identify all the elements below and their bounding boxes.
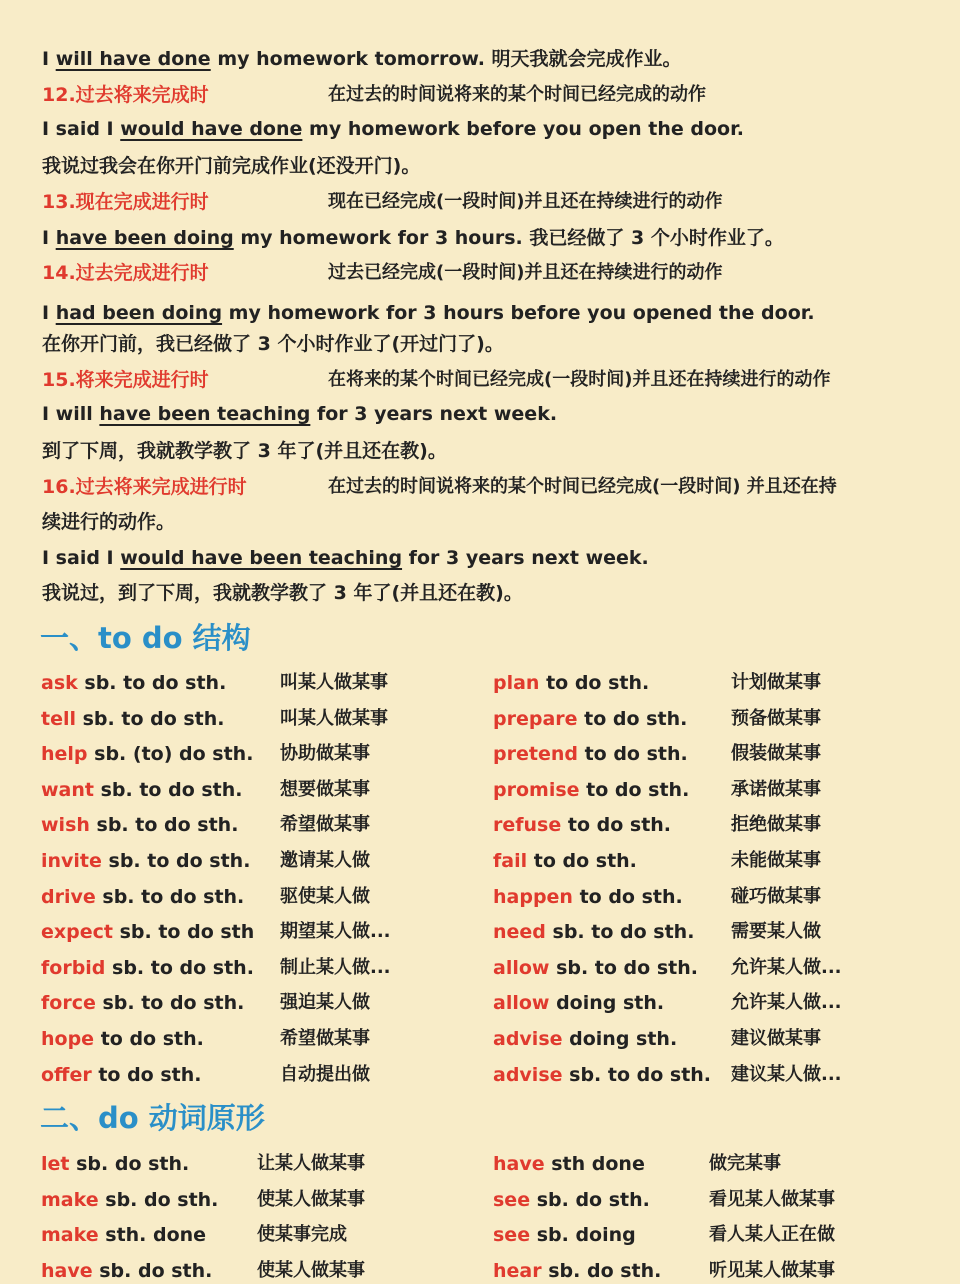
underlined-verb: would have done <box>120 118 303 140</box>
text: my homework for 3 hours before you opened the door. <box>222 302 815 324</box>
tense-description: 过去已经完成(一段时间)并且还在持续进行的动作 <box>328 262 723 283</box>
chinese-meaning: 希望做某事 <box>280 1028 370 1049</box>
text: my homework for 3 hours. 我已经做了 3 个小时作业了。 <box>233 227 784 249</box>
tense-description: 在过去的时间说将来的某个时间已经完成的动作 <box>328 84 706 105</box>
tense-description: 在将来的某个时间已经完成(一段时间)并且还在持续进行的动作 <box>328 369 831 390</box>
verb-pattern: sb. to do sth. <box>101 850 251 872</box>
chinese-meaning: 需要某人做 <box>731 921 821 943</box>
verb: let <box>41 1153 70 1175</box>
verb-pattern: to do sth. <box>94 1028 204 1050</box>
verb-pattern: sb. do sth. <box>69 1153 190 1175</box>
chinese-meaning: 希望做某事 <box>280 814 370 836</box>
chinese-meaning: 看见某人做某事 <box>709 1188 835 1210</box>
tense-title: 12.过去将来完成时 <box>42 84 209 106</box>
underlined-verb: had been doing <box>55 302 223 324</box>
chinese-meaning: 叫某人做某事 <box>280 707 388 729</box>
chinese-meaning: 未能做某事 <box>731 850 821 871</box>
chinese-meaning: 想要做某事 <box>280 778 370 800</box>
verb-phrase <box>493 1258 661 1284</box>
verb: see <box>493 1188 531 1211</box>
verb-pattern: sb. to do sth <box>112 921 255 944</box>
verb-phrase <box>41 741 253 767</box>
verb: advise <box>493 1063 563 1086</box>
verb-pattern: sb. (to) do sth. <box>87 743 254 766</box>
verb-phrase <box>41 1222 206 1248</box>
chinese-meaning: 建议某人做... <box>731 1063 842 1085</box>
verb-phrase <box>41 848 250 874</box>
chinese-meaning: 拒绝做某事 <box>731 814 821 836</box>
text: I will <box>42 403 100 425</box>
section-heading-to-do: 一、to do 结构 <box>40 621 251 655</box>
text: I <box>42 227 56 249</box>
chinese-meaning: 允许某人做... <box>731 992 842 1014</box>
chinese-meaning: 计划做某事 <box>731 672 821 693</box>
verb-phrase <box>493 919 694 945</box>
verb-pattern: sb. to do sth. <box>93 778 243 801</box>
text: for 3 years next week. <box>310 403 558 425</box>
verb-pattern: to do sth. <box>577 707 688 730</box>
verb-pattern: doing sth. <box>562 1028 678 1050</box>
verb-pattern: to do sth. <box>539 672 650 694</box>
verb-phrase <box>493 1062 711 1088</box>
verb: happen <box>493 885 573 908</box>
translation-line: 到了下周，我就教学教了 3 年了(并且还在教)。 <box>42 440 447 462</box>
example-line <box>42 116 744 142</box>
verb: tell <box>41 707 76 730</box>
chinese-meaning: 协助做某事 <box>280 743 370 765</box>
verb-pattern: sb. do sth. <box>530 1188 650 1211</box>
translation-line: 在你开门前，我已经做了 3 个小时作业了(开过门了)。 <box>42 333 504 355</box>
text: my homework tomorrow. 明天我就会完成作业。 <box>210 48 682 70</box>
verb-phrase <box>41 706 225 732</box>
chinese-meaning: 自动提出做 <box>280 1063 370 1085</box>
verb-phrase <box>493 1026 677 1052</box>
chinese-meaning: 假装做某事 <box>731 743 821 765</box>
verb-phrase <box>493 1222 636 1248</box>
verb: see <box>493 1224 531 1247</box>
chinese-meaning: 建议做某事 <box>731 1028 821 1049</box>
chinese-meaning: 使某人做某事 <box>257 1188 365 1210</box>
verb: offer <box>41 1063 92 1086</box>
verb-pattern: sb. to do sth. <box>95 885 245 908</box>
verb-pattern: doing sth. <box>549 992 665 1015</box>
verb: promise <box>493 778 580 801</box>
verb-pattern: to do sth. <box>91 1063 202 1086</box>
verb: invite <box>41 850 102 872</box>
verb: refuse <box>493 814 562 837</box>
verb-pattern: sb. to do sth. <box>89 814 239 837</box>
verb: make <box>41 1188 99 1211</box>
verb-pattern: sb. to do sth. <box>549 956 698 979</box>
verb: prepare <box>493 707 578 730</box>
verb-phrase <box>41 990 244 1016</box>
chinese-meaning: 使某人做某事 <box>257 1259 365 1281</box>
example-line <box>42 225 784 251</box>
verb-phrase <box>493 706 687 732</box>
verb: want <box>41 778 94 801</box>
text: my homework before you open the door. <box>302 118 744 140</box>
verb-phrase <box>41 1062 201 1088</box>
verb-pattern: to do sth. <box>572 885 683 908</box>
verb-pattern: sb. doing <box>530 1224 636 1247</box>
tense-title: 13.现在完成进行时 <box>42 191 209 213</box>
verb-phrase <box>41 1258 212 1284</box>
underlined-verb: have been teaching <box>99 403 311 425</box>
tense-description: 现在已经完成(一段时间)并且还在持续进行的动作 <box>328 191 723 212</box>
verb-pattern: to do sth. <box>579 778 690 801</box>
tense-title: 15.将来完成进行时 <box>42 369 209 391</box>
verb-phrase <box>493 741 688 767</box>
translation-line: 我说过，到了下周，我就教学教了 3 年了(并且还在教)。 <box>42 582 523 604</box>
verb-phrase <box>41 955 254 981</box>
chinese-meaning: 驱使某人做 <box>280 885 370 907</box>
verb: wish <box>41 814 90 837</box>
text: I said I <box>42 118 121 140</box>
verb: need <box>493 921 546 944</box>
verb-pattern: sb. to do sth. <box>562 1063 712 1086</box>
verb: have <box>493 1153 545 1175</box>
verb: allow <box>493 956 550 979</box>
chinese-meaning: 做完某事 <box>709 1153 781 1174</box>
chinese-meaning: 邀请某人做 <box>280 850 370 871</box>
verb-phrase <box>41 1151 189 1177</box>
verb: fail <box>493 850 528 872</box>
verb-pattern: to do sth. <box>561 814 672 837</box>
underlined-verb: will have done <box>55 48 211 70</box>
verb-phrase <box>493 777 689 803</box>
verb: make <box>41 1224 99 1247</box>
verb-pattern: sth. done <box>98 1224 207 1247</box>
tense-description: 在过去的时间说将来的某个时间已经完成(一段时间) 并且还在持 <box>328 476 837 497</box>
chinese-meaning: 承诺做某事 <box>731 778 821 800</box>
verb: advise <box>493 1028 563 1050</box>
chinese-meaning: 预备做某事 <box>731 707 821 729</box>
example-line <box>42 401 557 427</box>
text: I <box>42 48 56 70</box>
section-heading-do-base-form: 二、do 动词原形 <box>40 1101 265 1135</box>
verb-phrase <box>41 884 244 910</box>
example-line <box>42 545 649 571</box>
chinese-meaning: 碰巧做某事 <box>731 885 821 907</box>
verb-phrase <box>41 1026 204 1052</box>
verb: force <box>41 992 96 1015</box>
tense-title: 16.过去将来完成进行时 <box>42 476 247 498</box>
verb: allow <box>493 992 550 1015</box>
verb-phrase <box>41 812 238 838</box>
example-line <box>42 300 815 326</box>
verb-phrase <box>41 919 254 945</box>
verb-pattern: to do sth. <box>577 743 688 766</box>
verb-phrase <box>493 1187 650 1213</box>
description-continued: 续进行的动作。 <box>42 511 176 533</box>
chinese-meaning: 看人某人正在做 <box>709 1224 835 1246</box>
chinese-meaning: 期望某人做... <box>280 921 391 943</box>
text: for 3 years next week. <box>402 547 649 569</box>
translation-line: 我说过我会在你开门前完成作业(还没开门)。 <box>42 155 421 177</box>
verb: forbid <box>41 956 106 979</box>
verb: pretend <box>493 743 578 766</box>
verb: ask <box>41 672 78 694</box>
underlined-verb: would have been teaching <box>120 547 403 569</box>
chinese-meaning: 让某人做某事 <box>257 1153 365 1174</box>
verb: plan <box>493 672 540 694</box>
verb-pattern: sb. to do sth. <box>76 707 225 730</box>
verb-phrase <box>41 670 226 696</box>
text: I <box>42 302 56 324</box>
verb-phrase <box>493 990 664 1016</box>
verb-phrase <box>493 812 671 838</box>
verb-phrase <box>41 1187 218 1213</box>
chinese-meaning: 使某事完成 <box>257 1224 347 1246</box>
verb: expect <box>41 921 113 944</box>
verb-pattern: sb. to do sth. <box>95 992 245 1015</box>
verb-phrase <box>41 777 243 803</box>
verb-pattern: sb. to do sth. <box>105 956 254 979</box>
underlined-verb: have been doing <box>55 227 234 249</box>
verb: hear <box>493 1259 542 1282</box>
verb-phrase <box>493 1151 645 1177</box>
verb-phrase <box>493 670 649 696</box>
verb: help <box>41 743 88 766</box>
chinese-meaning: 强迫某人做 <box>280 992 370 1014</box>
verb-phrase <box>493 848 637 874</box>
example-line <box>42 46 682 72</box>
verb-pattern: to do sth. <box>527 850 637 872</box>
verb-pattern: sb. do sth. <box>92 1259 213 1282</box>
chinese-meaning: 叫某人做某事 <box>280 672 388 693</box>
verb-pattern: sb. do sth. <box>98 1188 219 1211</box>
verb: have <box>41 1259 93 1282</box>
verb: drive <box>41 885 96 908</box>
verb-pattern: sb. do sth. <box>541 1259 662 1282</box>
verb-pattern: sth done <box>544 1153 645 1175</box>
tense-title: 14.过去完成进行时 <box>42 262 209 284</box>
verb-phrase <box>493 884 683 910</box>
verb: hope <box>41 1028 95 1050</box>
chinese-meaning: 制止某人做... <box>280 956 391 978</box>
verb-pattern: sb. to do sth. <box>545 921 695 944</box>
chinese-meaning: 允许某人做... <box>731 956 842 978</box>
chinese-meaning: 听见某人做某事 <box>709 1259 835 1281</box>
text: I said I <box>42 547 121 569</box>
verb-pattern: sb. to do sth. <box>77 672 227 694</box>
verb-phrase <box>493 955 698 981</box>
